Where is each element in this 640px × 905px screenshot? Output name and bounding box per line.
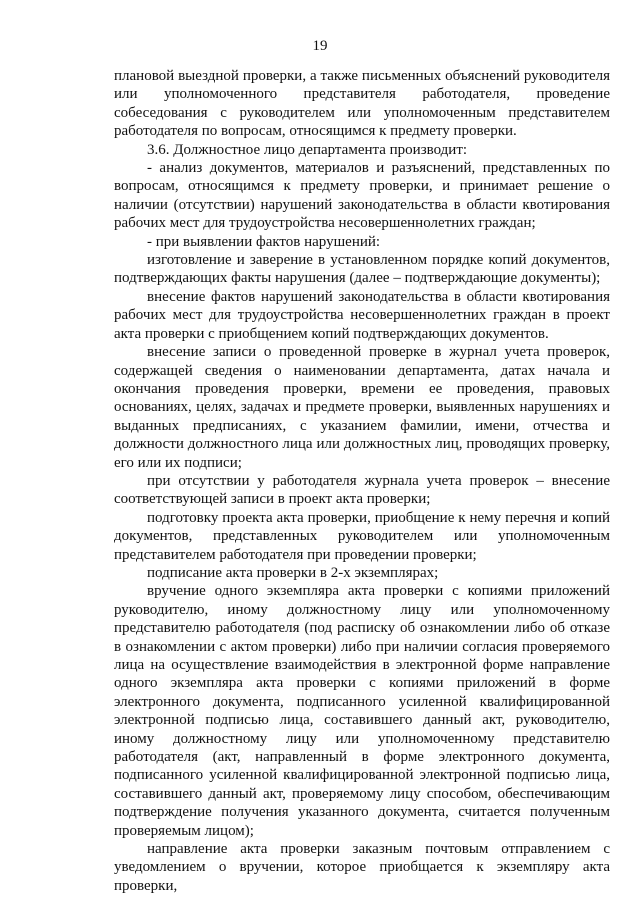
- paragraph: изготовление и заверение в установленном порядке копий документов, подтверждающих факты нарушения (далее – подтверждающие документы);: [114, 252, 610, 287]
- paragraph: вручение одного экземпляра акта проверки с копиями приложений руководителю, иному должностному лицу или уполномоченному представителю работодателя (под расписку об ознакомлении либо об отказе в ознакомлении с актом проверки) либо при наличии согласия проверяемого лица на осуществление взаимодействия в электронной форме направление одного экземпляра акта проверки с копиями приложений в форме электронного документа, подписанного усиленной квалифицированной электронной подписью лица, составившего данный акт, руководителю, иному должностному лицу или уполномоченному представителю работодателя (акт, направленный в форме электронного документа, подписанного усиленной квалифицированной электронной подписью лица, составившего данный акт, проверяемому лицу способом, обеспечивающим подтверждение получения указанного документа, считается полученным проверяемым лицом);: [114, 583, 610, 839]
- page-number: 19: [312, 38, 328, 54]
- paragraph: 3.6. Должностное лицо департамента производит:: [147, 141, 468, 158]
- paragraph: направление акта проверки заказным почтовым отправлением с уведомлением о вручении, которое приобщается к экземпляру акта проверки,: [114, 841, 610, 894]
- paragraph: при отсутствии у работодателя журнала учета проверок – внесение соответствующей записи в проект акта проверки;: [114, 472, 610, 508]
- paragraph: - при выявлении фактов нарушений:: [147, 233, 381, 250]
- paragraph: подготовку проекта акта проверки, приобщение к нему перечня и копий документов, представленных руководителем или уполномоченным представителем работодателя при проведении проверки;: [114, 509, 610, 563]
- paragraph: внесение фактов нарушений законодательства в области квотирования рабочих мест для трудоустройства несовершеннолетних граждан в проект акта проверки с приобщением копий подтверждающих документов.: [114, 288, 610, 342]
- body-text: [114, 67, 610, 895]
- paragraph: - анализ документов, материалов и разъяснений, представленных по вопросам, относящимся к предмету проверки, и принимает решение о наличии (отсутствии) нарушений законодательства в области квотирования рабочих мест для трудоустройства несовершеннолетних граждан;: [114, 160, 610, 232]
- paragraph: плановой выездной проверки, а также письменных объяснений руководителя или уполномоченного представителя работодателя, проведение собеседования с руководителем или уполномоченным представителем работодателя по вопросам, относящимся к предмету проверки.: [114, 68, 610, 140]
- paragraph: внесение записи о проведенной проверке в журнал учета проверок, содержащей сведения о наименовании департамента, датах начала и окончания проведения проверки, времени ее проведения, правовых основаниях, целях, задачах и предмете проверки, выявленных нарушениях и выданных предписаниях, с указанием фамилии, имени, отчества и должности должностного лица или должностных лиц, проводящих проверку, его или их подписи;: [114, 344, 610, 471]
- paragraph: подписание акта проверки в 2-х экземплярах;: [147, 564, 439, 581]
